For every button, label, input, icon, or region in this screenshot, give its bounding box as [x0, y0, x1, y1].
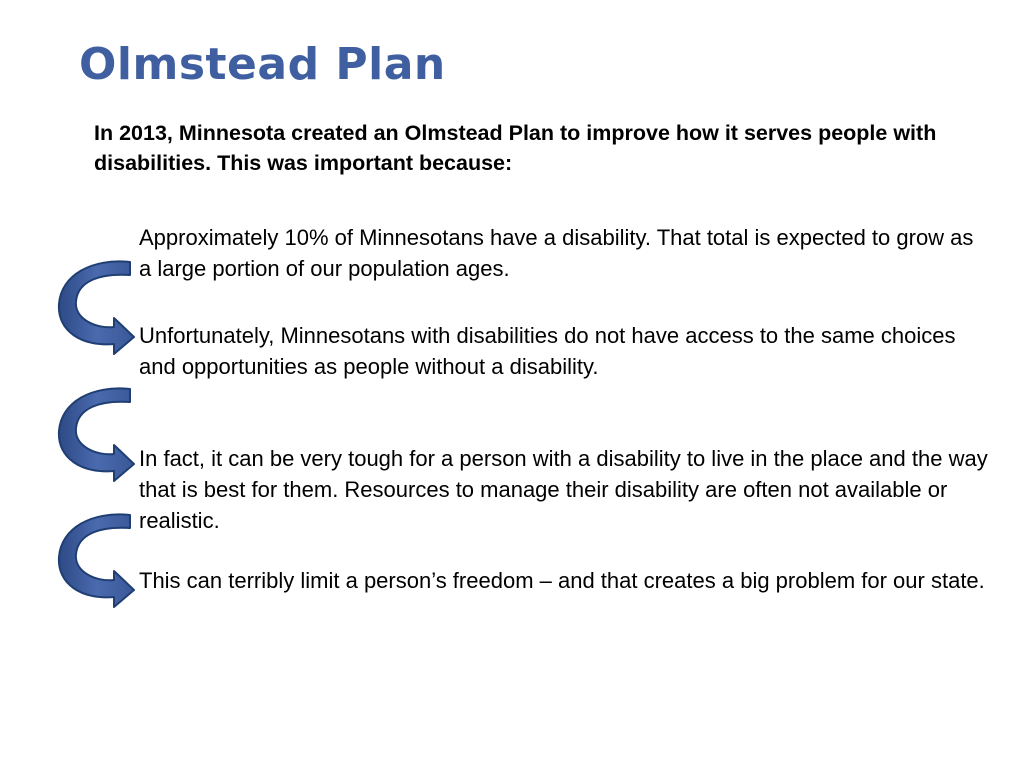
slide-title: Olmstead Plan — [79, 39, 446, 90]
point-text-2: Unfortunately, Minnesotans with disabilities do not have access to the same choices and opportunities as people without a disability. — [139, 323, 956, 379]
curved-arrow-icon — [52, 508, 136, 608]
point-text-3: In fact, it can be very tough for a person with a disability to live in the place and the way that is best for them. Resources to manage their disability are often not available or realistic. — [139, 446, 988, 533]
point-text-1: Approximately 10% of Minnesotans have a disability. That total is expected to grow as a large portion of our population ages. — [139, 225, 974, 281]
curved-arrow-icon — [52, 255, 136, 355]
intro-text: In 2013, Minnesota created an Olmstead Plan to improve how it serves people with disabilities. This was important because: — [94, 121, 937, 175]
curved-arrow-icon — [52, 382, 136, 482]
point-text-4: This can terribly limit a person’s freedom – and that creates a big problem for our state. — [139, 568, 985, 593]
